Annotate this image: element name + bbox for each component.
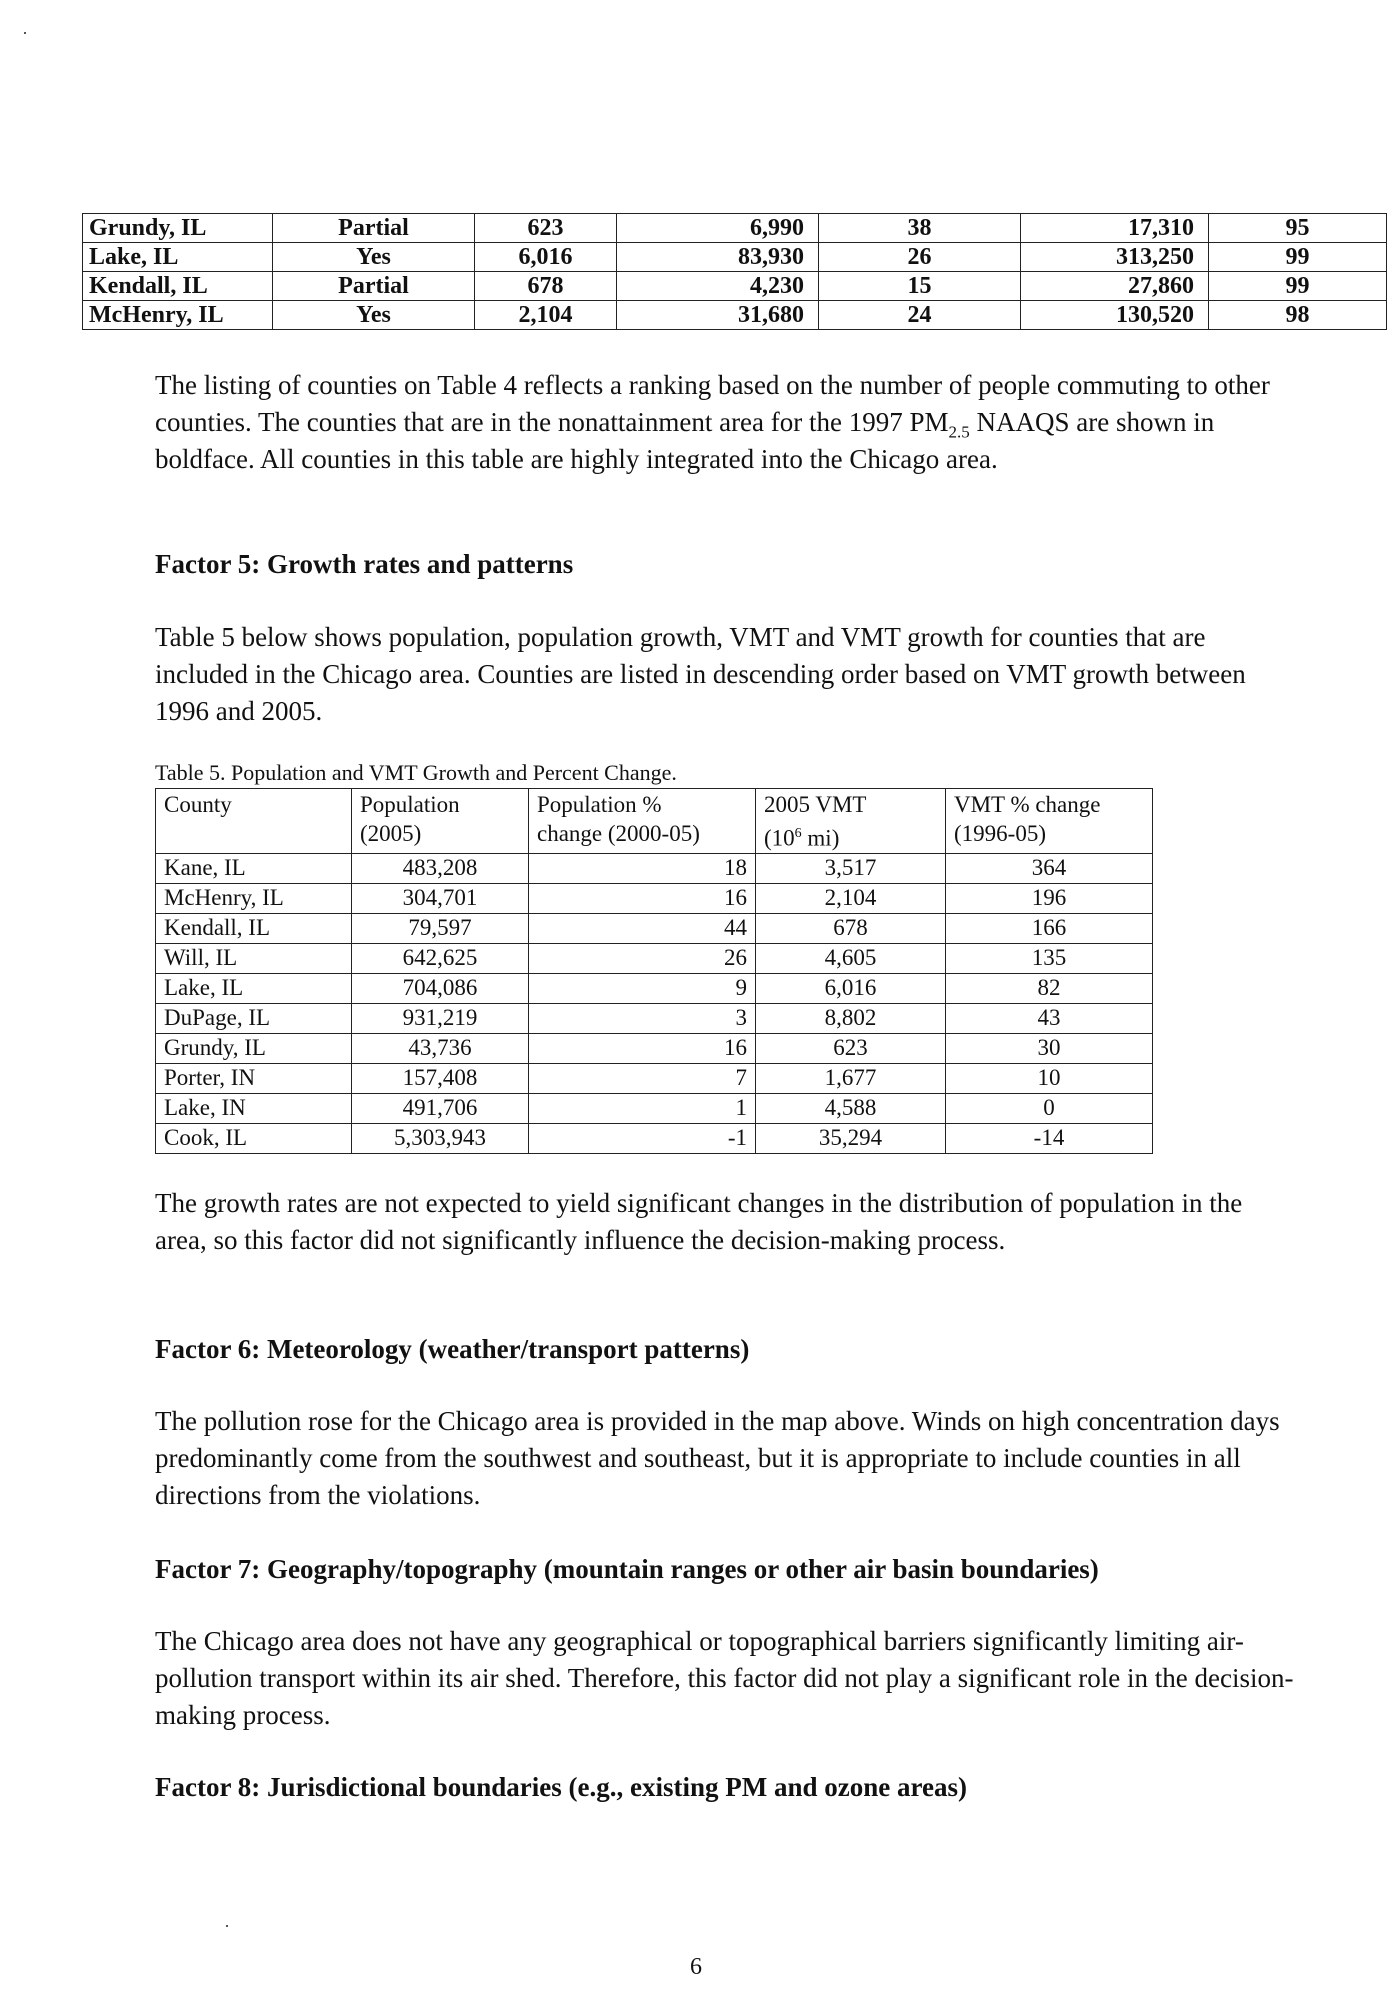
table-row — [156, 853, 1153, 883]
table-cell-population: 642,625 — [352, 943, 529, 973]
table-cell-vmt-change: 30 — [946, 1033, 1153, 1063]
factor7-heading: Factor 7: Geography/topography (mountain ranges or other air basin boundaries) — [155, 1554, 1099, 1584]
table-cell-vmt-change: 196 — [946, 883, 1153, 913]
table-cell-vmt: 4,605 — [756, 943, 946, 973]
table-row — [83, 272, 1387, 301]
table-cell-vmt: 1,677 — [756, 1063, 946, 1093]
table-cell-county: Cook, IL — [156, 1123, 352, 1153]
col-header-vmt: 2005 VMT ($10^6$ mi) — [756, 789, 946, 854]
table-row — [156, 973, 1153, 1003]
scan-speck — [24, 32, 26, 34]
table-cell-c3: 678 — [475, 272, 617, 301]
table-cell-county: Lake, IL — [83, 243, 273, 272]
table-cell-c5: 26 — [819, 243, 1021, 272]
table-cell-c5: 38 — [819, 214, 1021, 243]
table-cell-vmt-change: 82 — [946, 973, 1153, 1003]
table-cell-vmt-change: 0 — [946, 1093, 1153, 1123]
table-cell-status: Partial — [273, 214, 475, 243]
table-cell-population: 43,736 — [352, 1033, 529, 1063]
table-cell-county: Kendall, IL — [83, 272, 273, 301]
table-cell-vmt: 35,294 — [756, 1123, 946, 1153]
table-cell-vmt-change: 166 — [946, 913, 1153, 943]
col-header-population-change: Population % change (2000-05) — [529, 789, 756, 854]
table-cell-county: Grundy, IL — [156, 1033, 352, 1063]
table-row — [156, 883, 1153, 913]
table-row — [156, 1063, 1153, 1093]
table-row — [83, 214, 1387, 243]
table-cell-population: 5,303,943 — [352, 1123, 529, 1153]
factor7-paragraph: The Chicago area does not have any geographical or topographical barriers significantly limiting air-pollution transport within its air shed. Therefore, this factor did not play a significant role in the decision-making process. — [155, 1626, 1294, 1730]
growth-paragraph: The growth rates are not expected to yield significant changes in the distribution of population in the area, so this factor did not significantly influence the decision-making process. — [155, 1188, 1243, 1255]
table-cell-c5: 24 — [819, 301, 1021, 330]
table-cell-pop-change: 18 — [529, 853, 756, 883]
table-5 — [155, 788, 1153, 1154]
table-cell-county: Lake, IL — [156, 973, 352, 1003]
table-cell-pop-change: 3 — [529, 1003, 756, 1033]
table-cell-population: 483,208 — [352, 853, 529, 883]
table-cell-c3: 623 — [475, 214, 617, 243]
table-cell-c6: 27,860 — [1021, 272, 1209, 301]
table-cell-county: DuPage, IL — [156, 1003, 352, 1033]
table-cell-c7: 99 — [1209, 272, 1387, 301]
table-cell-vmt: 6,016 — [756, 973, 946, 1003]
table-cell-pop-change: 1 — [529, 1093, 756, 1123]
table-cell-c5: 15 — [819, 272, 1021, 301]
table-cell-vmt: 8,802 — [756, 1003, 946, 1033]
table-cell-vmt-change: -14 — [946, 1123, 1153, 1153]
table-row — [83, 301, 1387, 330]
table-cell-c7: 99 — [1209, 243, 1387, 272]
table-cell-population: 491,706 — [352, 1093, 529, 1123]
table-row — [83, 243, 1387, 272]
table-cell-pop-change: 9 — [529, 973, 756, 1003]
table-cell-vmt: 623 — [756, 1033, 946, 1063]
table-cell-c6: 130,520 — [1021, 301, 1209, 330]
table-cell-c6: 313,250 — [1021, 243, 1209, 272]
table-cell-vmt-change: 364 — [946, 853, 1153, 883]
table-4 — [82, 213, 1387, 330]
factor5-paragraph: Table 5 below shows population, population growth, VMT and VMT growth for counties that are included in the Chicago area. Counties are listed in descending order based on VMT growth between 1996 and 2005. — [155, 622, 1246, 726]
table-cell-vmt: 4,588 — [756, 1093, 946, 1123]
table-cell-c3: 6,016 — [475, 243, 617, 272]
factor6-heading: Factor 6: Meteorology (weather/transport patterns) — [155, 1334, 750, 1364]
table-cell-county: Porter, IN — [156, 1063, 352, 1093]
table-cell-vmt: 678 — [756, 913, 946, 943]
col-header-population: Population (2005) — [352, 789, 529, 854]
table-cell-vmt: 3,517 — [756, 853, 946, 883]
table-row — [156, 1033, 1153, 1063]
factor6-paragraph: The pollution rose for the Chicago area is provided in the map above. Winds on high concentration days predominantly come from the southwest and southeast, but it is appropriate to include counties in all directions from the violations. — [155, 1406, 1280, 1510]
table-cell-county: Kane, IL — [156, 853, 352, 883]
table-cell-county: Lake, IN — [156, 1093, 352, 1123]
table-cell-c4: 83,930 — [617, 243, 819, 272]
table-row — [156, 1123, 1153, 1153]
subscript: 2.5 — [948, 422, 970, 442]
table-cell-pop-change: 7 — [529, 1063, 756, 1093]
table-cell-c3: 2,104 — [475, 301, 617, 330]
scan-speck — [226, 1925, 228, 1927]
table-cell-pop-change: 16 — [529, 1033, 756, 1063]
table-cell-population: 931,219 — [352, 1003, 529, 1033]
table-5-header-row — [156, 789, 1153, 854]
table-4-body — [83, 214, 1387, 330]
col-header-vmt-change: VMT % change (1996-05) — [946, 789, 1153, 854]
factor8-heading: Factor 8: Jurisdictional boundaries (e.g., existing PM and ozone areas) — [155, 1772, 967, 1802]
table-cell-county: Will, IL — [156, 943, 352, 973]
table-cell-population: 304,701 — [352, 883, 529, 913]
table-cell-c7: 95 — [1209, 214, 1387, 243]
table-cell-c6: 17,310 — [1021, 214, 1209, 243]
table-row — [156, 1093, 1153, 1123]
table-cell-population: 79,597 — [352, 913, 529, 943]
table-cell-status: Yes — [273, 301, 475, 330]
table-row — [156, 913, 1153, 943]
paragraph-table4-note — [155, 367, 1300, 478]
table-cell-status: Partial — [273, 272, 475, 301]
table-cell-population: 704,086 — [352, 973, 529, 1003]
table-cell-county: McHenry, IL — [83, 301, 273, 330]
table-cell-c4: 4,230 — [617, 272, 819, 301]
table-cell-vmt-change: 135 — [946, 943, 1153, 973]
table-cell-c7: 98 — [1209, 301, 1387, 330]
table-cell-vmt-change: 43 — [946, 1003, 1153, 1033]
table-row — [156, 943, 1153, 973]
col-header-county: County — [156, 789, 352, 854]
table-cell-vmt-change: 10 — [946, 1063, 1153, 1093]
table-cell-status: Yes — [273, 243, 475, 272]
table-cell-c4: 31,680 — [617, 301, 819, 330]
table-cell-pop-change: -1 — [529, 1123, 756, 1153]
table-cell-county: McHenry, IL — [156, 883, 352, 913]
table-cell-pop-change: 44 — [529, 913, 756, 943]
table-cell-population: 157,408 — [352, 1063, 529, 1093]
table-cell-vmt: 2,104 — [756, 883, 946, 913]
table-cell-pop-change: 26 — [529, 943, 756, 973]
para-text: The listing of counties on Table 4 reflects a ranking based on the number of people commuting to other counties. The counties that are in the nonattainment area for the 1997 PM — [155, 370, 1270, 437]
table-cell-county: Grundy, IL — [83, 214, 273, 243]
table-cell-c4: 6,990 — [617, 214, 819, 243]
table-5-caption: Table 5. Population and VMT Growth and Percent Change. — [155, 760, 677, 785]
table-5-body — [156, 853, 1153, 1153]
table-cell-pop-change: 16 — [529, 883, 756, 913]
factor5-heading: Factor 5: Growth rates and patterns — [155, 549, 574, 579]
page-number: 6 — [690, 1954, 702, 1980]
para-text: NAAQS are shown in boldface. All counties in this table are highly integrated into the Chicago area. — [155, 407, 1215, 474]
table-row — [156, 1003, 1153, 1033]
table-cell-county: Kendall, IL — [156, 913, 352, 943]
